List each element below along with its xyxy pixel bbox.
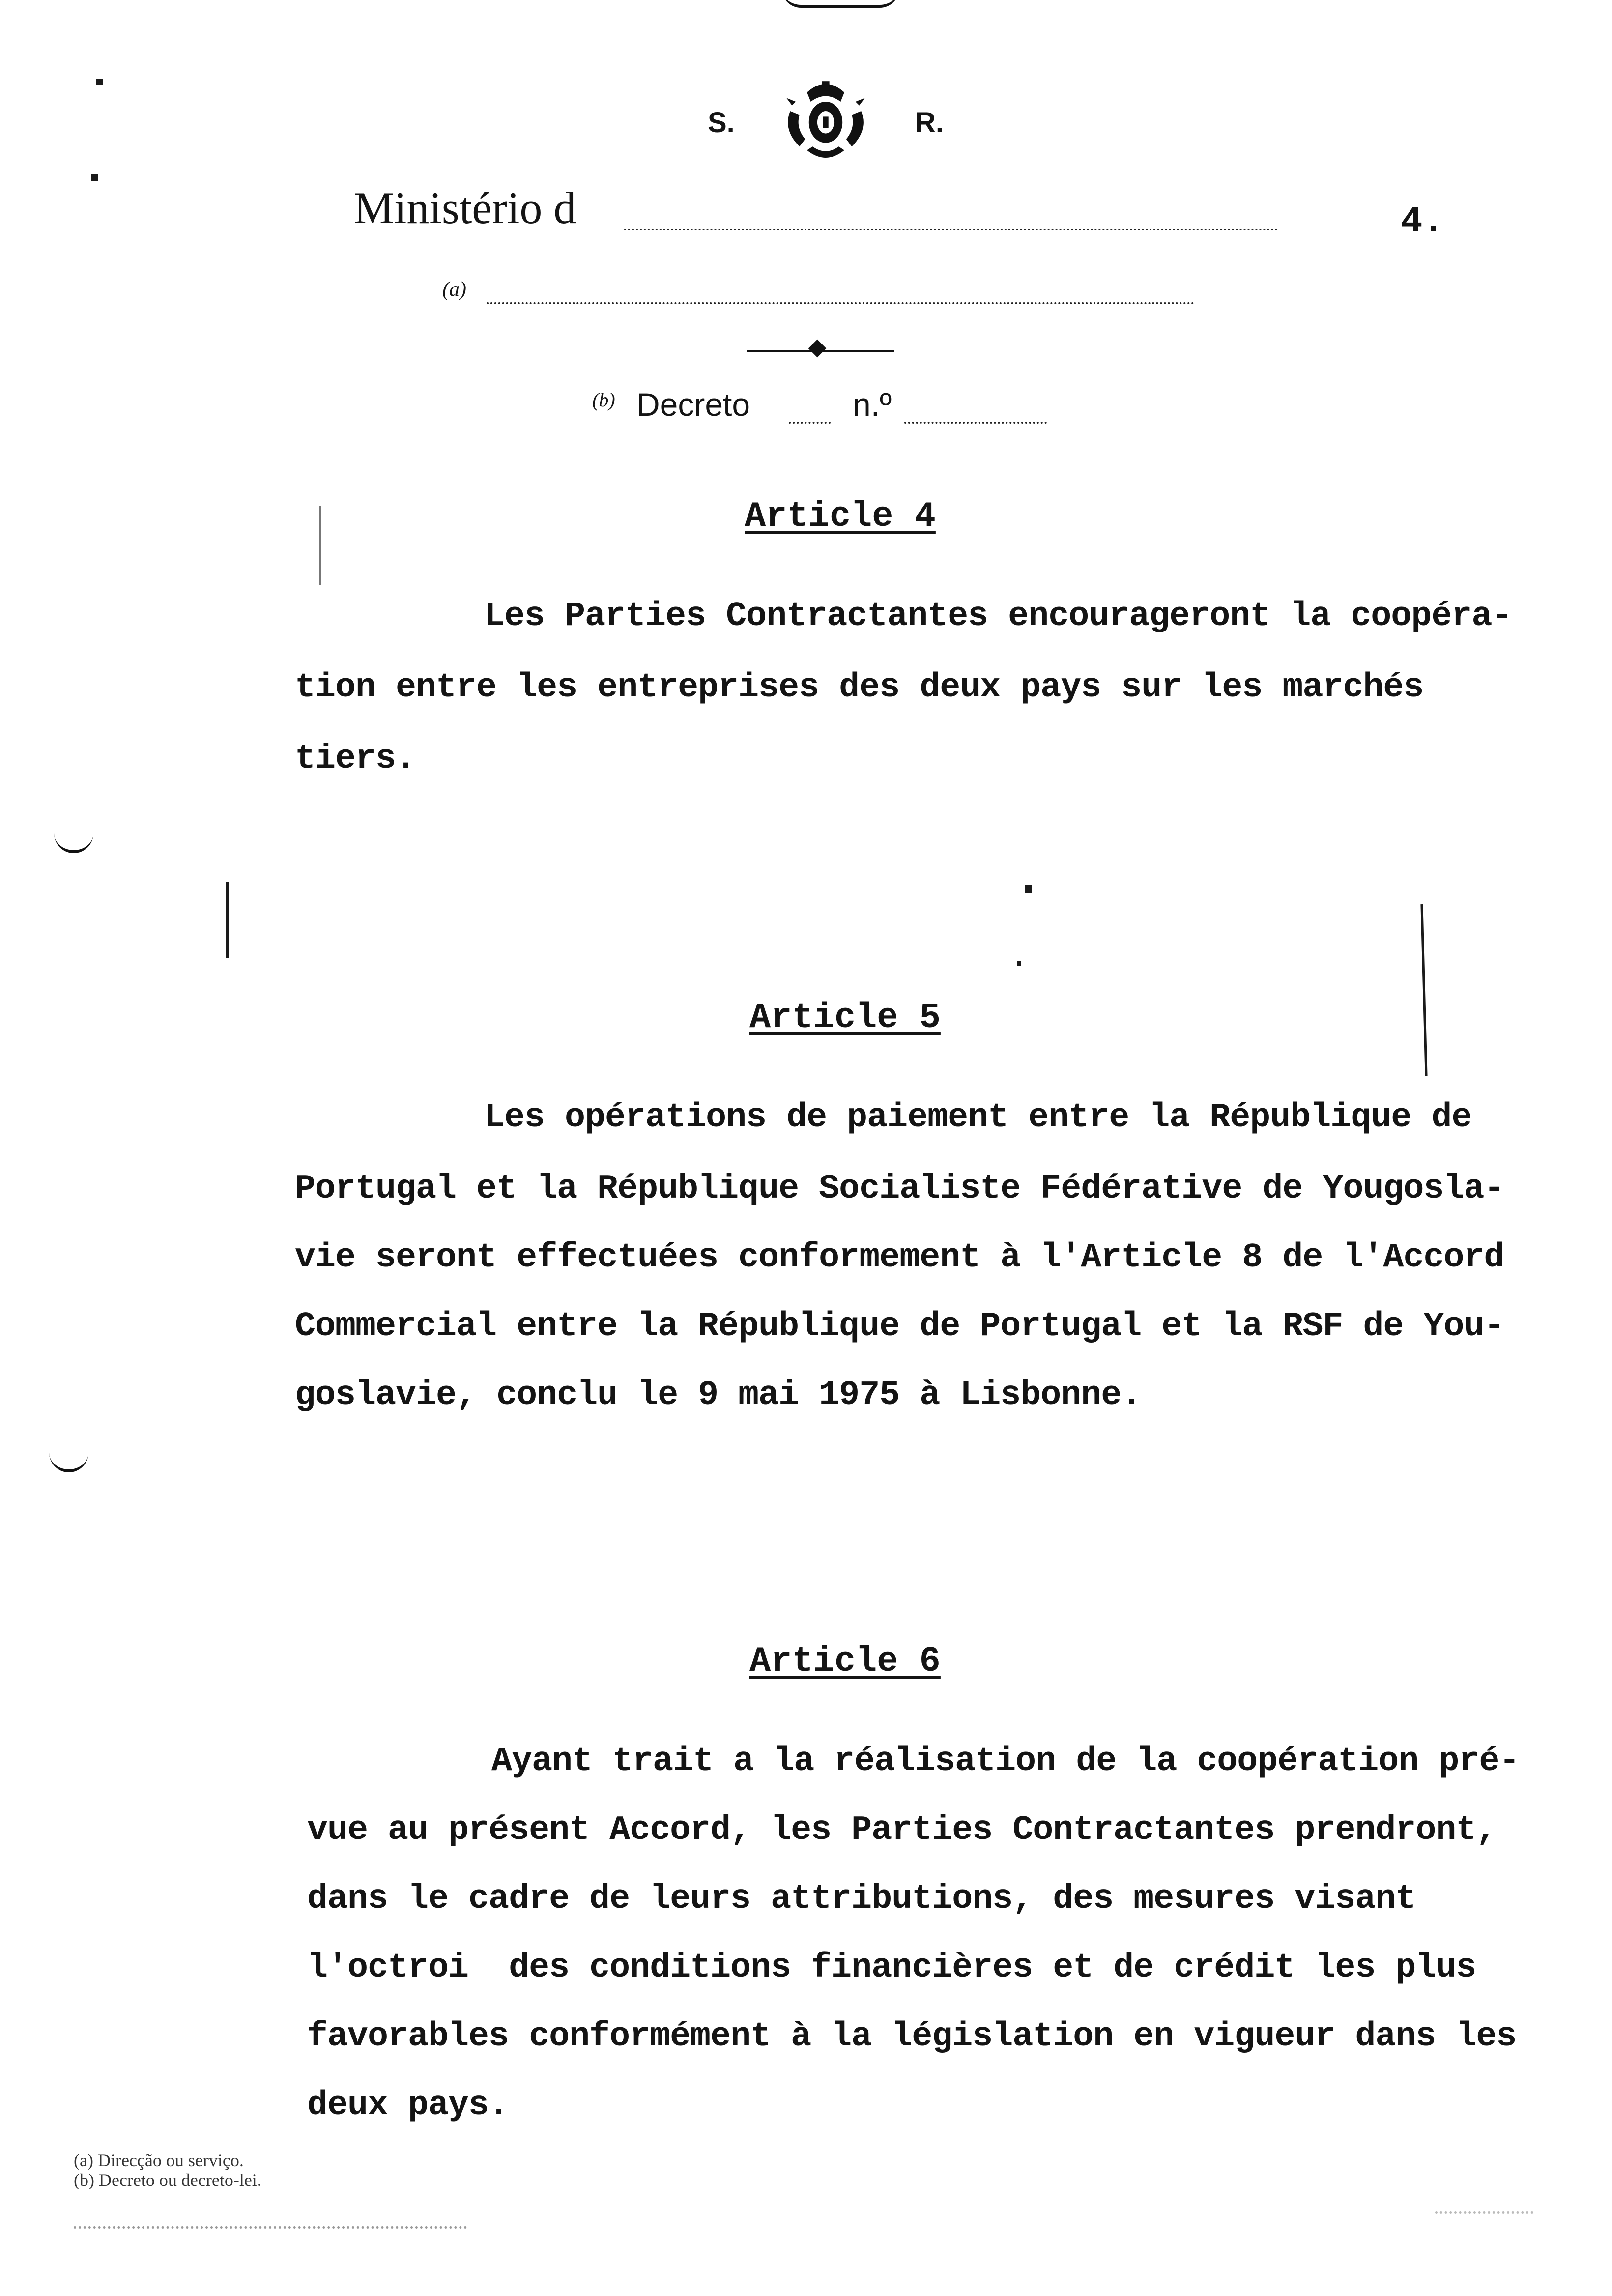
print-reference-line bbox=[74, 2221, 467, 2229]
speck bbox=[96, 79, 103, 85]
letterhead-seal bbox=[708, 74, 944, 172]
article-text-line: vue au présent Accord, les Parties Contractantes prendront, bbox=[307, 1811, 1497, 1850]
margin-mark bbox=[1420, 904, 1427, 1076]
punch-hole-mark bbox=[54, 831, 93, 853]
article-text-line: Portugal et la République Socialiste Fédérative de Yougosla- bbox=[295, 1170, 1504, 1208]
punch-hole-mark bbox=[49, 1450, 88, 1472]
decree-number-label: n.º bbox=[853, 386, 892, 423]
article-text-line: goslavie, conclu le 9 mai 1975 à Lisbonne. bbox=[295, 1376, 1142, 1415]
field-a-label: (a) bbox=[442, 278, 466, 301]
article-text-line: Les opérations de paiement entre la République de bbox=[484, 1098, 1472, 1137]
field-b-label: (b) bbox=[592, 389, 615, 411]
ministry-label: Ministério d bbox=[354, 183, 576, 233]
page-number: 4. bbox=[1401, 201, 1444, 243]
article-heading: Article 5 bbox=[749, 998, 941, 1038]
article-heading: Article 4 bbox=[745, 496, 936, 537]
print-code-mark bbox=[1435, 2207, 1533, 2214]
binding-arc bbox=[781, 0, 899, 8]
footnote-a: (a) Direcção ou serviço. bbox=[74, 2151, 244, 2170]
margin-mark bbox=[226, 882, 229, 958]
speck bbox=[1017, 961, 1021, 966]
seal-right-letter: R. bbox=[915, 107, 944, 139]
decree-label: Decreto bbox=[636, 386, 750, 423]
article-text-line: favorables conformément à la législation en vigueur dans les bbox=[307, 2017, 1517, 2056]
seal-left-letter: S. bbox=[708, 107, 735, 139]
article-text-line: tion entre les entreprises des deux pays sur les marchés bbox=[295, 668, 1424, 707]
divider-diamond bbox=[808, 340, 827, 358]
article-text-line: dans le cadre de leurs attributions, des mesures visant bbox=[307, 1880, 1416, 1919]
article-text-line: Commercial entre la République de Portugal et la RSF de You- bbox=[295, 1307, 1504, 1346]
article-text-line: Les Parties Contractantes encourageront la coopéra- bbox=[484, 597, 1512, 636]
ministry-blank-line bbox=[624, 229, 1278, 230]
article-text-line: l'octroi des conditions financières et de crédit les plus bbox=[307, 1949, 1476, 1987]
footnote-b: (b) Decreto ou decreto-lei. bbox=[74, 2170, 261, 2190]
margin-mark bbox=[319, 506, 321, 585]
decree-number-blank-line bbox=[904, 422, 1047, 424]
article-text-line: Ayant trait a la réalisation de la coopération pré- bbox=[491, 1742, 1520, 1781]
article-heading: Article 6 bbox=[749, 1641, 941, 1682]
decree-type-blank-line bbox=[789, 422, 831, 424]
speck bbox=[91, 174, 98, 181]
article-text-line: deux pays. bbox=[307, 2086, 509, 2125]
article-text-line: tiers. bbox=[295, 740, 416, 778]
article-text-line: vie seront effectuées conformement à l'Article 8 de l'Accord bbox=[295, 1238, 1504, 1277]
field-a-blank-line bbox=[487, 302, 1194, 304]
speck bbox=[1025, 885, 1032, 893]
coat-of-arms-icon bbox=[779, 74, 872, 167]
